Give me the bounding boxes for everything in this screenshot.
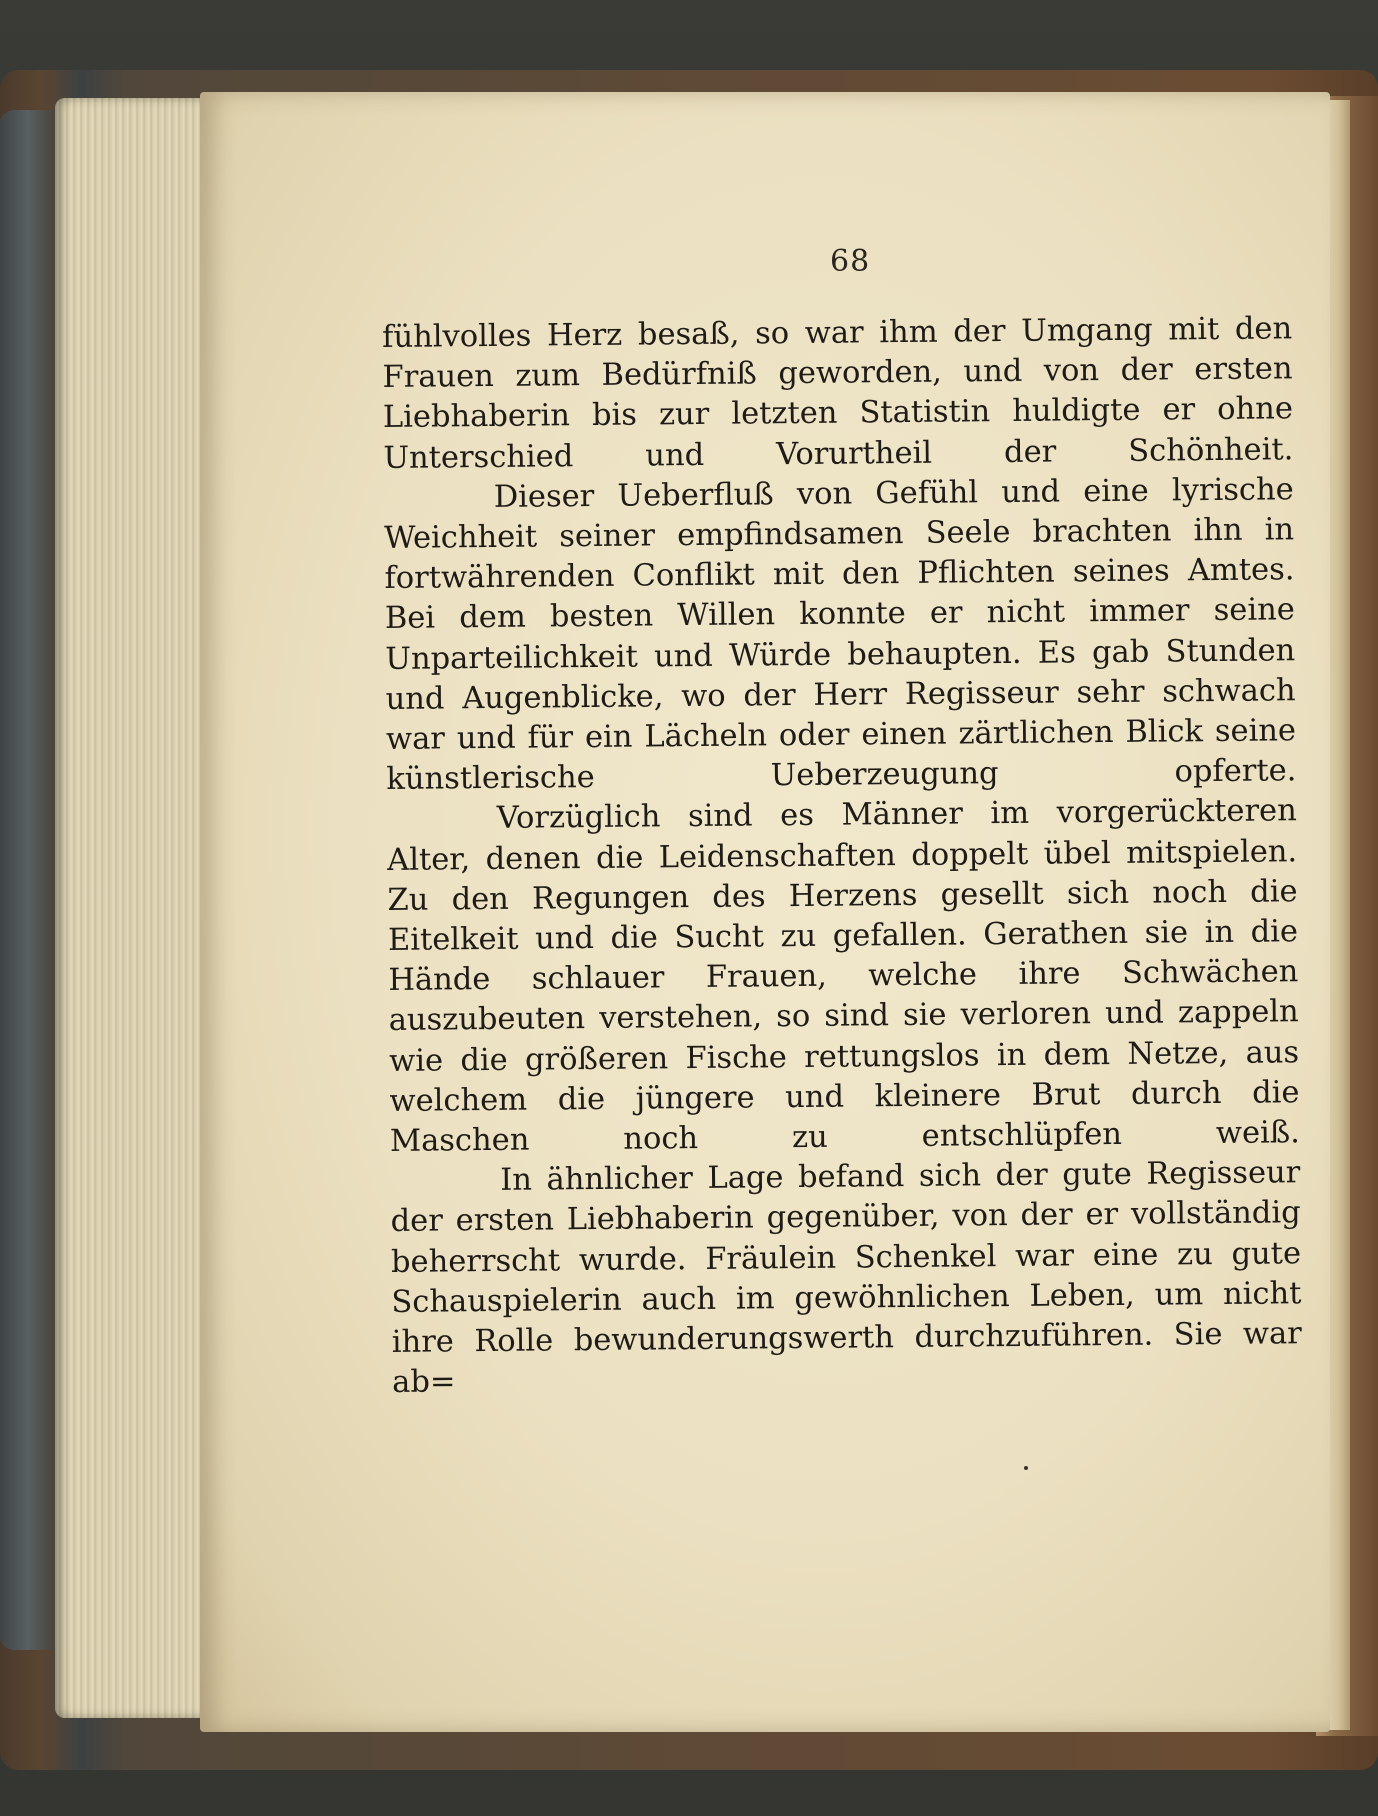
paragraph-2: Dieser Ueberfluß von Gefühl und eine lyrische Weichheit seiner empfindsamen Seele brachten ihn in fortwährenden Conflikt mit den Pflichten seines Amtes. Bei dem besten Willen konnte er nicht immer seine Unparteilichkeit und Würde behaupten. Es gab Stunden und Augenblicke, wo der Herr Regisseur sehr schwach war und für ein Lächeln oder einen zärtlichen Blick seine künstlerische Ueberzeugung opferte. xyxy=(383,472,1297,798)
page-number: 68 xyxy=(830,244,871,279)
ink-speck xyxy=(1024,1466,1028,1470)
paragraph-4: In ähnlicher Lage befand sich der gute Regisseur der ersten Liebhaberin gegenüber, von der er vollständig beherrscht wurde. Fräulein Schenkel war eine zu gute Schauspielerin auch im gewöhnlichen Leben, um nicht ihre Rolle bewunderungswerth durchzuführen. Sie war ab= xyxy=(390,1155,1302,1401)
paragraph-3: Vorzüglich sind es Männer im vorgerückteren Alter, denen die Leidenschaften doppelt übel mitspielen. Zu den Regungen des Herzens gesellt sich noch die Eitelkeit und die Sucht zu gefallen. Gerathen sie in die Hände schlauer Frauen, welche ihre Schwächen auszubeuten verstehen, so sind sie verloren und zappeln wie die größeren Fische rettungslos in dem Netze, aus welchem die jüngere und kleinere Brut durch die Maschen noch zu entschlüpfen weiß. xyxy=(387,793,1301,1160)
page-body-text xyxy=(382,309,1302,1403)
paragraph-1: fühlvolles Herz besaß, so war ihm der Umgang mit den Frauen zum Bedürfniß geworden, und von der ersten Liebhaberin bis zur letzten Statistin huldigte er ohne Unterschied und Vorurtheil der Schönheit. xyxy=(382,311,1294,476)
